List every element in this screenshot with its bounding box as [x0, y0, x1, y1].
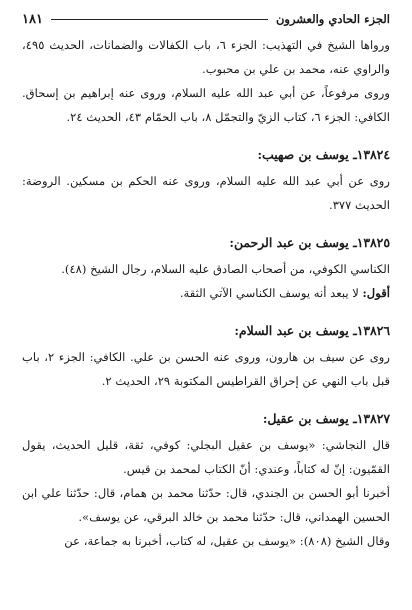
entry-paragraph: وقال الشيخ (٨٠٨): «يوسف بن عقيل، له كتاب، أخبرنا به جماعة، عن [64, 534, 390, 548]
header-rule [51, 19, 268, 20]
note-label: أقول: [362, 286, 390, 300]
entry-paragraph: قال النجاشي: «يوسف بن عقيل البجلي: كوفي، ثقة، قليل الحديث، يقول القمّيون: إنّ له كتاباً، وعندي: أنّ الكتاب لمحمد بن قيس. [22, 438, 390, 476]
intro-section [22, 33, 390, 129]
entry-heading: ١٣٨٢٦ـ يوسف بن عبد السلام: [234, 323, 390, 338]
running-header [22, 8, 390, 30]
intro-paragraph: وروى مرفوعاً، عن أبي عبد الله عليه السلام، وروى عنه إبراهيم بن إسحاق. الكافي: الجزء ٦، كتاب الزيّ والتجمّل ٨، باب الحمّام ٤٣، الحديث ٢٤. [22, 86, 390, 124]
entry-13825 [22, 231, 390, 305]
entry-heading: ١٣٨٢٧ـ يوسف بن عقيل: [262, 411, 390, 426]
entry-13826 [22, 319, 390, 393]
entry-paragraph: روى عن سيف بن هارون، وروى عنه الحسن بن علي. الكافي: الجزء ٢، باب قبل باب النهي عن إحراق القراطيس المكتوبة ٢٩، الحديث ٢. [22, 350, 391, 388]
entry-note [22, 281, 390, 305]
running-header-title: الجزء الحادي والعشرون [275, 12, 390, 26]
entry-paragraph: روى عن أبي عبد الله عليه السلام، وروى عنه الحكم بن مسكين. الروضة: الحديث ٣٧٧. [22, 174, 390, 212]
intro-paragraph: ورواها الشيخ في التهذيب: الجزء ٦، باب الكفالات والضمانات، الحديث ٤٩٥، والراوي عنه، محمد بن علي بن محبوب. [22, 38, 390, 76]
page-number: ١٨١ [22, 11, 43, 27]
entry-heading: ١٣٨٢٤ـ يوسف بن صهيب: [257, 147, 390, 162]
book-page [22, 8, 390, 606]
note-text: لا يبعد أنه يوسف الكناسي الآتي الثقة. [179, 286, 363, 300]
entry-paragraph: الكناسي الكوفي، من أصحاب الصادق عليه السلام، رجال الشيخ (٤٨). [61, 262, 390, 276]
entry-heading: ١٣٨٢٥ـ يوسف بن عبد الرحمن: [229, 235, 390, 250]
entry-13824 [22, 143, 390, 217]
entry-paragraph: أخبرنا أبو الحسن بن الجندي، قال: حدّثنا محمد بن همام، قال: حدّثنا علي ابن الحسين الهمداني، قال: حدّثنا محمد بن خالد البرقي، عن يوسف». [22, 486, 390, 524]
entry-13827 [22, 407, 390, 553]
